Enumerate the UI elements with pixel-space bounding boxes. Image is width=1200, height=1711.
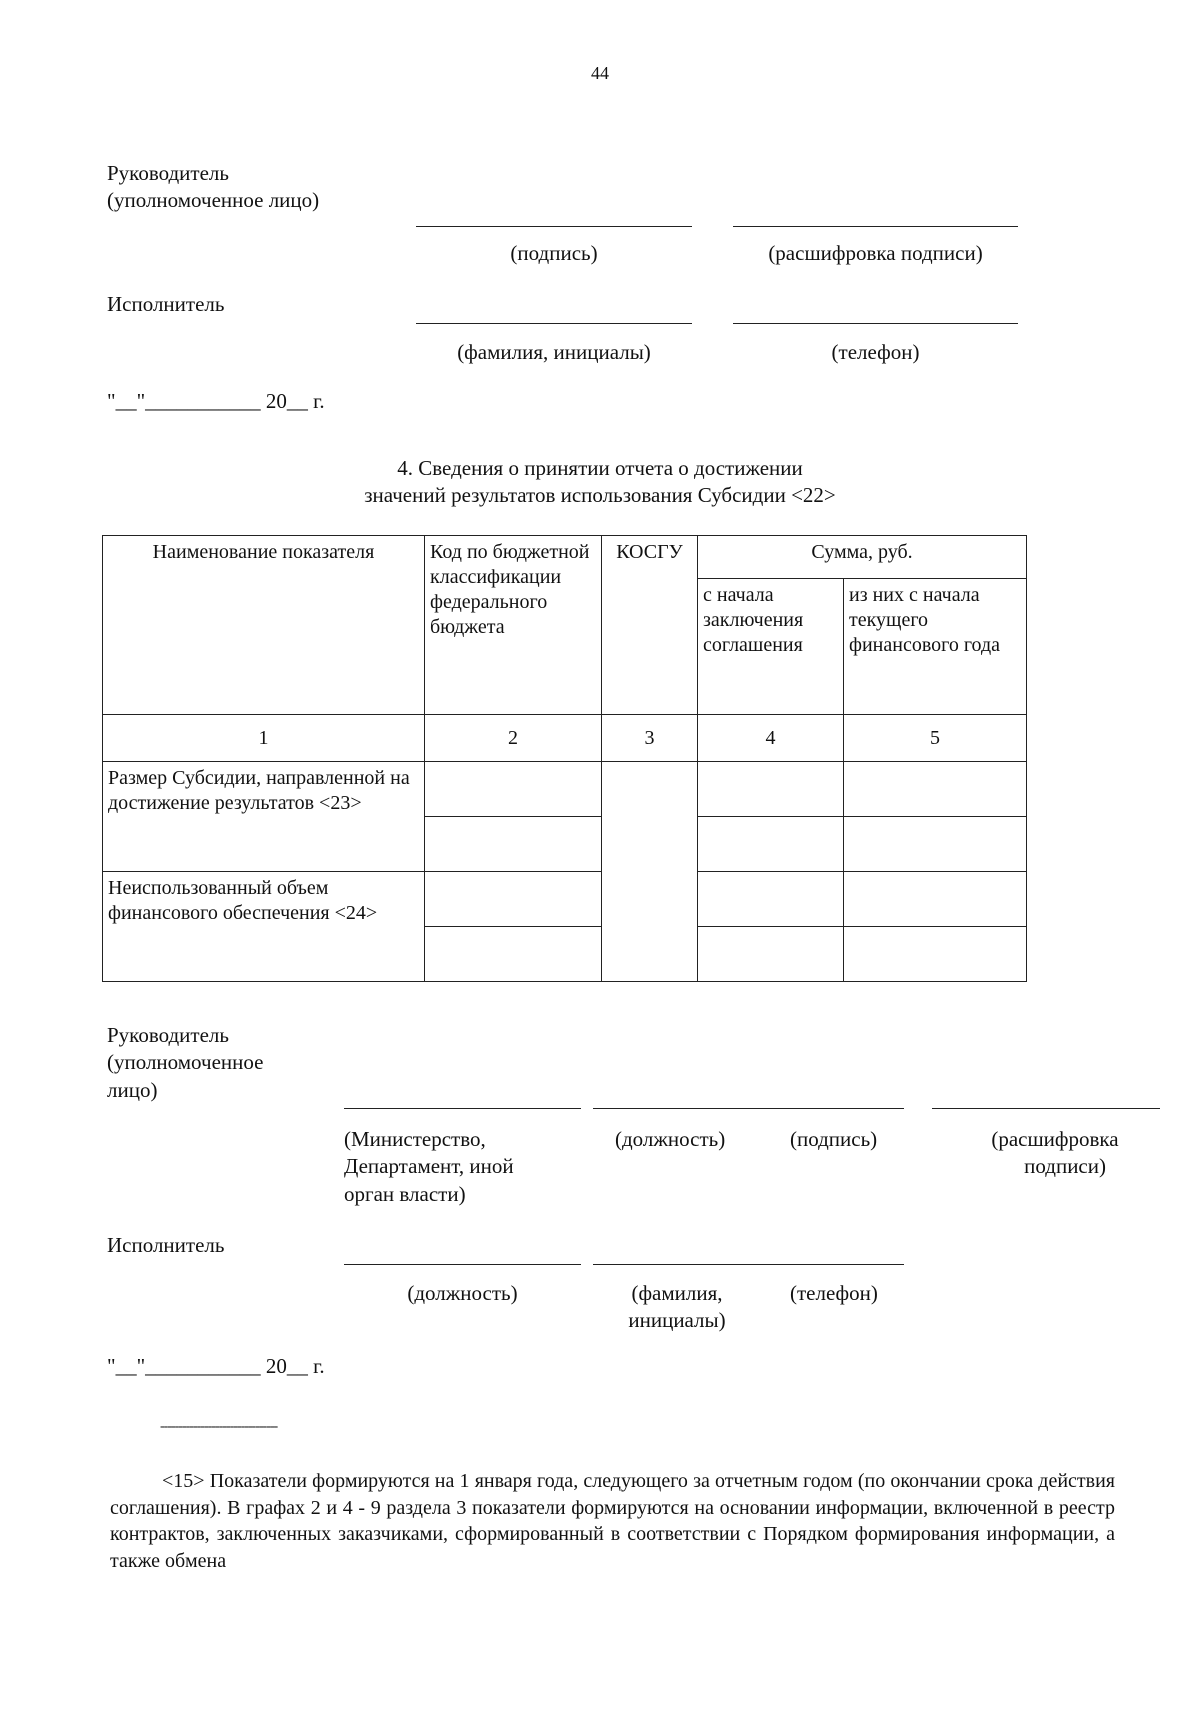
org-caption-line: (Министерство, bbox=[344, 1127, 486, 1151]
report-table bbox=[102, 535, 1027, 982]
head-label-line: (уполномоченное bbox=[107, 1050, 264, 1075]
column-number: 5 bbox=[844, 715, 1027, 762]
header-budget-code: Код по бюджетной классификации федерального бюджета bbox=[425, 536, 602, 715]
table-cell bbox=[425, 817, 602, 872]
column-number: 3 bbox=[602, 715, 698, 762]
decode-caption-line: подписи) bbox=[1024, 1154, 1106, 1179]
table-cell bbox=[425, 872, 602, 927]
head-label-line: Руководитель bbox=[107, 161, 229, 185]
table-cell bbox=[698, 762, 844, 817]
header-since-year: из них с начала текущего финансового года bbox=[844, 579, 1027, 715]
org-caption bbox=[344, 1126, 514, 1208]
column-number: 1 bbox=[103, 715, 425, 762]
column-number: 4 bbox=[698, 715, 844, 762]
position-caption: (должность) bbox=[615, 1127, 726, 1151]
org-line bbox=[344, 1108, 581, 1109]
table-cell bbox=[698, 927, 844, 982]
head-label-2 bbox=[107, 1022, 263, 1104]
signature-decode-line bbox=[733, 226, 1018, 227]
section-title bbox=[250, 455, 950, 510]
head-label-line: лицо) bbox=[107, 1077, 158, 1102]
org-caption-line: орган власти) bbox=[344, 1181, 466, 1206]
signature-caption-2: (подпись) bbox=[790, 1127, 878, 1151]
executor-position-line bbox=[344, 1264, 581, 1265]
footnote-separator: -------------------------------- bbox=[160, 1419, 278, 1434]
executor-phone-caption-2: (телефон) bbox=[790, 1281, 878, 1305]
table-cell bbox=[698, 817, 844, 872]
decode-caption-line: (расшифровка bbox=[991, 1127, 1119, 1151]
table-cell bbox=[425, 927, 602, 982]
head-label bbox=[107, 160, 319, 215]
row-label-subsidy: Размер Субсидии, направленной на достижение результатов <23> bbox=[103, 762, 425, 872]
executor-position-caption: (должность) bbox=[407, 1281, 518, 1305]
executor-label: Исполнитель bbox=[107, 292, 225, 316]
row-label-unused: Неиспользованный объем финансового обеспечения <24> bbox=[103, 872, 425, 982]
date-line: "__"___________ 20__ г. bbox=[107, 389, 325, 413]
header-since-agreement: с начала заключения соглашения bbox=[698, 579, 844, 715]
section-title-line: 4. Сведения о принятии отчета о достижении bbox=[397, 456, 803, 480]
table-cell bbox=[425, 762, 602, 817]
executor-name-caption: (фамилия, инициалы) bbox=[457, 340, 651, 364]
footnote bbox=[110, 1468, 1115, 1574]
header-indicator-name: Наименование показателя bbox=[103, 536, 425, 715]
table-cell-kosgu bbox=[602, 762, 698, 982]
signature-decode-caption: (расшифровка подписи) bbox=[768, 241, 983, 265]
executor-name-caption-line: инициалы) bbox=[628, 1308, 726, 1333]
decode-caption-2 bbox=[960, 1126, 1150, 1181]
date-line-2: "__"___________ 20__ г. bbox=[107, 1354, 325, 1378]
footnote-text: <15> Показатели формируются на 1 января года, следующего за отчетным годом (по окончании срока действия соглашения). В графах 2 и 4 - 9 раздела 3 показатели формируются на основании информации, включенной в реестр контрактов, заключенных заказчиками, сформированный в соответствии с Порядком формирования информации, а также обмена bbox=[110, 1470, 1115, 1572]
org-caption-line: Департамент, иной bbox=[344, 1154, 514, 1179]
table-cell bbox=[698, 872, 844, 927]
executor-name-phone-line bbox=[593, 1264, 904, 1265]
executor-name-caption-line: (фамилия, bbox=[631, 1281, 723, 1305]
signature-line bbox=[416, 226, 692, 227]
executor-name-line bbox=[416, 323, 692, 324]
signature-caption: (подпись) bbox=[510, 241, 598, 265]
table-cell bbox=[844, 927, 1027, 982]
table-cell bbox=[844, 817, 1027, 872]
executor-label-2: Исполнитель bbox=[107, 1233, 225, 1257]
table-cell bbox=[844, 872, 1027, 927]
executor-phone-line bbox=[733, 323, 1018, 324]
table-cell bbox=[844, 762, 1027, 817]
column-number: 2 bbox=[425, 715, 602, 762]
executor-name-caption-2 bbox=[612, 1280, 742, 1335]
section-title-line: значений результатов использования Субсидии <22> bbox=[364, 483, 836, 508]
decode-line bbox=[932, 1108, 1160, 1109]
header-kosgu: КОСГУ bbox=[602, 536, 698, 715]
head-label-line: Руководитель bbox=[107, 1023, 229, 1047]
position-signature-line bbox=[593, 1108, 904, 1109]
header-sum: Сумма, руб. bbox=[698, 536, 1027, 579]
head-label-line: (уполномоченное лицо) bbox=[107, 188, 320, 213]
executor-phone-caption: (телефон) bbox=[831, 340, 920, 364]
page-number: 44 bbox=[591, 63, 609, 83]
